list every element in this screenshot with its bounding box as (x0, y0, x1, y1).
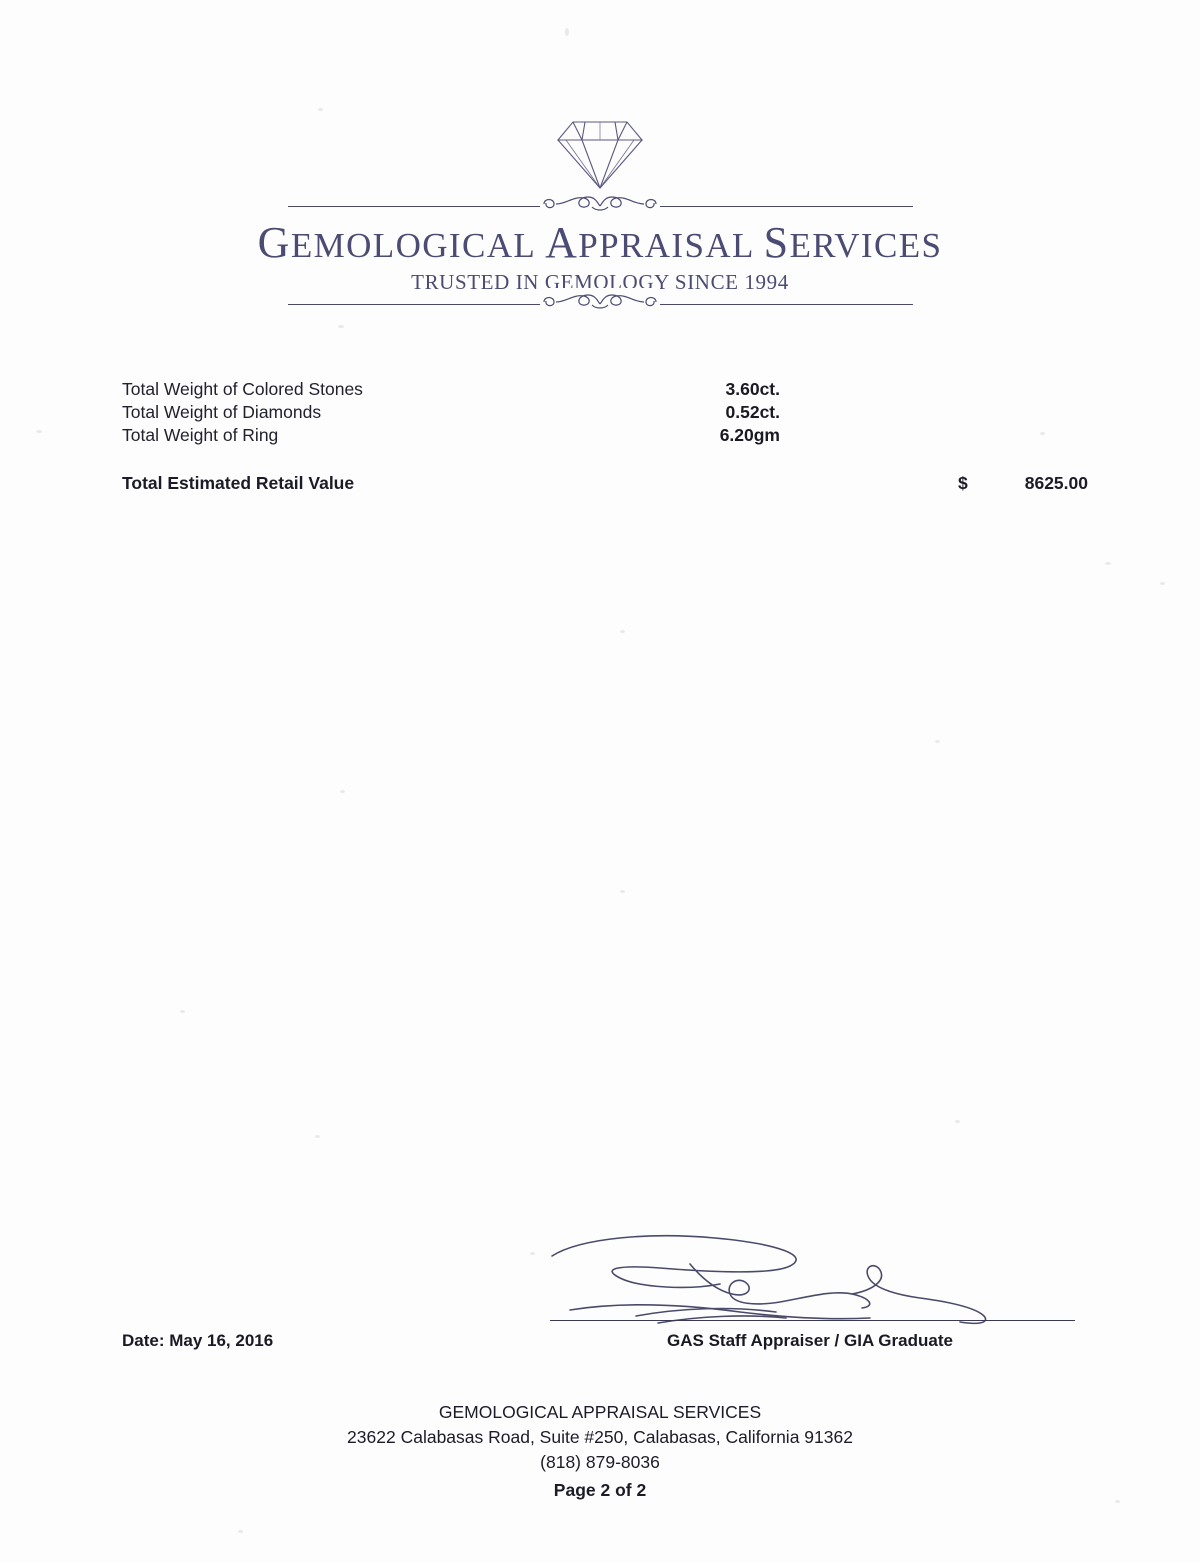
scan-speck (315, 1135, 320, 1138)
footer-company: GEMOLOGICAL APPRAISAL SERVICES (438, 1402, 762, 1422)
total-retail-value-row (122, 473, 1088, 497)
summary-row (122, 424, 1082, 447)
page-number: Page 2 of 2 (553, 1480, 647, 1500)
letterhead-top-rule (288, 199, 913, 213)
appraisal-date: Date: May 16, 2016 (122, 1331, 274, 1350)
summary-label: Total Weight of Diamonds (122, 402, 322, 422)
scan-speck (935, 740, 940, 743)
scan-speck (955, 1120, 960, 1123)
summary-value: 6.20gm (719, 425, 780, 445)
scan-speck (565, 28, 569, 36)
scan-speck (340, 790, 345, 793)
signature-mark (540, 1228, 1080, 1338)
total-label: Total Estimated Retail Value (122, 473, 355, 493)
signature-caption: GAS Staff Appraiser / GIA Graduate (667, 1331, 953, 1350)
weights-summary (122, 378, 1082, 447)
scan-speck (338, 325, 344, 328)
total-amount: 8625.00 (1024, 473, 1088, 493)
summary-label: Total Weight of Colored Stones (122, 379, 363, 399)
company-tagline: TRUSTED IN GEMOLOGY SINCE 1994 (411, 270, 789, 294)
summary-row (122, 401, 1082, 424)
summary-row (122, 378, 1082, 401)
summary-value: 3.60ct. (725, 379, 780, 399)
flourish-ornament-icon (540, 288, 660, 316)
scan-speck (36, 430, 42, 433)
scan-speck (1105, 562, 1111, 565)
letterhead-bottom-rule (288, 297, 913, 311)
page-footer (0, 1400, 1200, 1503)
currency-symbol: $ (958, 473, 968, 493)
signature-area (540, 1228, 1080, 1338)
summary-value: 0.52ct. (725, 402, 780, 422)
company-name: GEMOLOGICAL APPRAISAL SERVICES (257, 218, 943, 267)
scan-speck (620, 890, 625, 893)
scan-speck (180, 1010, 185, 1013)
footer-address: 23622 Calabasas Road, Suite #250, Calabasas, California 91362 (347, 1427, 853, 1447)
scan-speck (620, 630, 625, 633)
letterhead (0, 110, 1200, 311)
scan-speck (1160, 582, 1165, 585)
flourish-ornament-icon (540, 190, 660, 218)
scan-speck (530, 1252, 535, 1255)
signature-rule (550, 1320, 1075, 1321)
summary-label: Total Weight of Ring (122, 425, 279, 445)
footer-phone: (818) 879-8036 (540, 1452, 660, 1472)
scan-speck (238, 1530, 243, 1533)
